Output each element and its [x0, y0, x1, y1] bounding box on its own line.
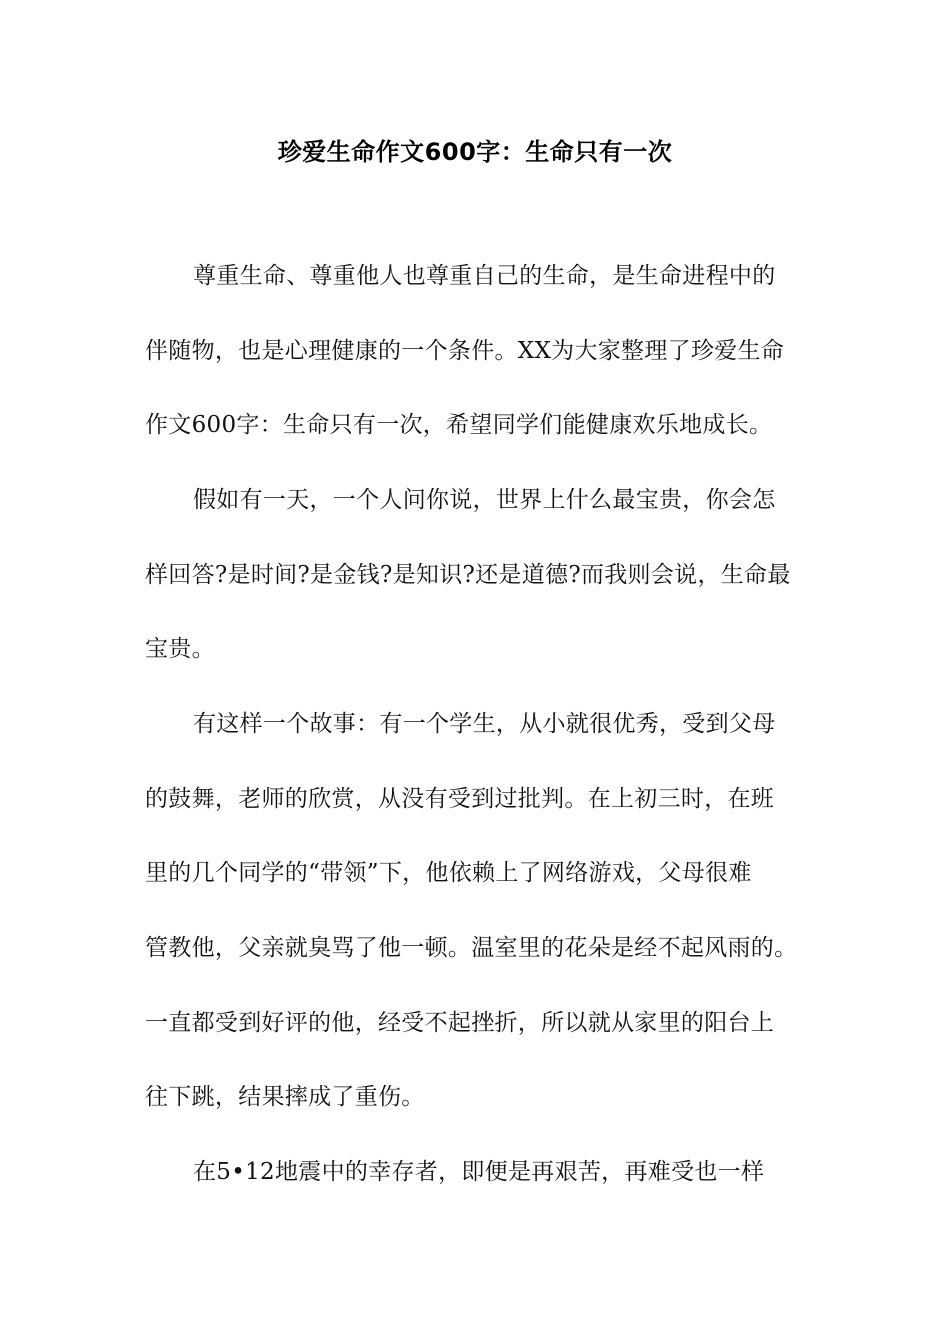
document-title: 珍爱生命作文600字：生命只有一次 — [277, 138, 673, 166]
paragraph-3-line-3: 里的几个同学的“带领”下，他依赖上了网络游戏，父母很难 — [145, 860, 752, 886]
paragraph-1-line-2: 伴随物，也是心理健康的一个条件。XX为大家整理了珍爱生命 — [145, 338, 785, 364]
paragraph-1-line-1: 尊重生命、尊重他人也尊重自己的生命，是生命进程中的 — [193, 263, 776, 289]
paragraph-2-line-2: 样回答?是时间?是金钱?是知识?还是道德?而我则会说，生命最 — [145, 562, 791, 588]
paragraph-3-line-2: 的鼓舞，老师的欣赏，从没有受到过批判。在上初三时，在班 — [145, 786, 775, 812]
paragraph-3-line-4: 管教他，父亲就臭骂了他一顿。温室里的花朵是经不起风雨的。 — [145, 935, 798, 961]
paragraph-2-line-1: 假如有一天，一个人问你说，世界上什么最宝贵，你会怎 — [193, 487, 776, 513]
paragraph-3-line-5: 一直都受到好评的他，经受不起挫折，所以就从家里的阳台上 — [145, 1010, 775, 1036]
paragraph-2-line-3: 宝贵。 — [145, 636, 215, 662]
paragraph-3-line-6: 往下跳，结果摔成了重伤。 — [145, 1084, 425, 1110]
paragraph-1-line-3: 作文600字：生命只有一次，希望同学们能健康欢乐地成长。 — [145, 412, 773, 438]
paragraph-3-line-1: 有这样一个故事：有一个学生，从小就很优秀，受到父母 — [193, 711, 776, 737]
paragraph-4-line-1: 在5•12地震中的幸存者，即便是再艰苦，再难受也一样 — [193, 1159, 765, 1185]
